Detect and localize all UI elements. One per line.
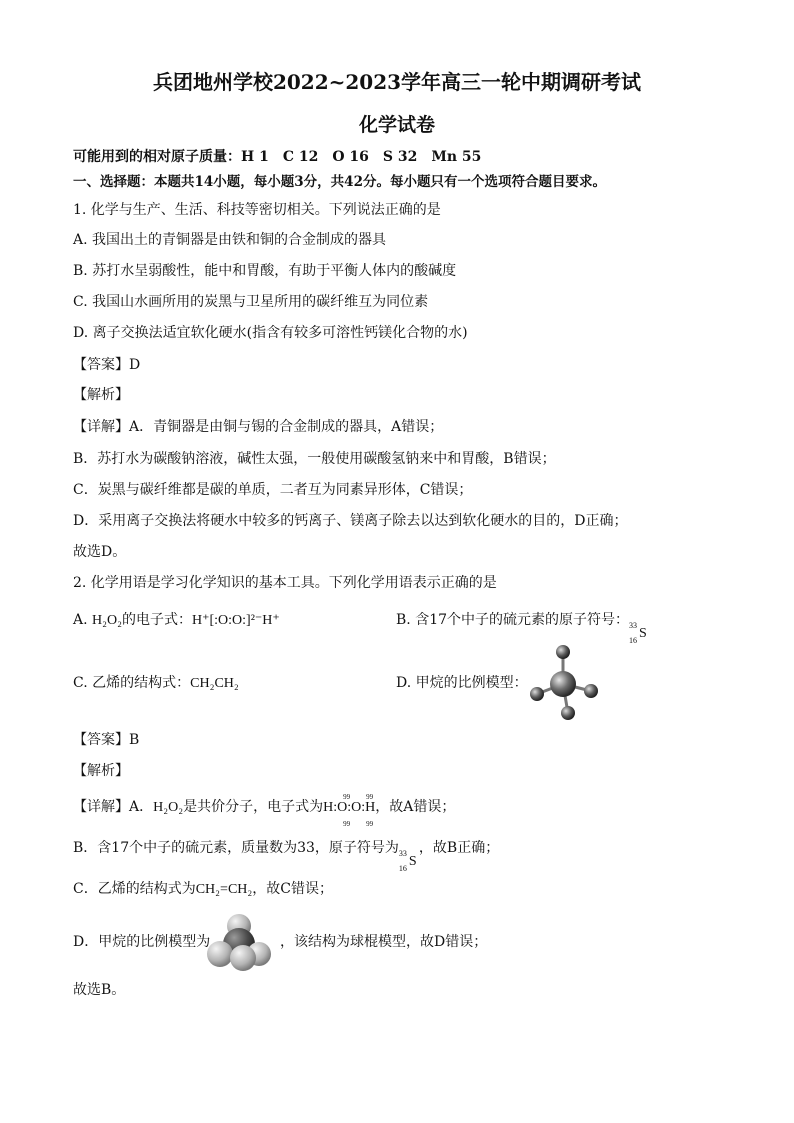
section-heading: 一、选择题：本题共14小题，每小题3分，共42分。每小题只有一个选项符合题目要求。 xyxy=(73,174,606,190)
hydrogen-atom xyxy=(530,687,544,701)
sulfur-atomic-number: 16 xyxy=(398,864,407,873)
h2o2-electron-formula-wrong: H⁺[:O:O:]²⁻H⁺ xyxy=(192,613,280,628)
sulfur-element: S xyxy=(639,626,647,641)
electron-dots-top: 99 xyxy=(366,793,374,801)
sulfur-mass-number: 33 xyxy=(398,849,407,858)
q2-stem: 2. 化学用语是学习化学知识的基本工具。下列化学用语表示正确的是 xyxy=(73,575,497,591)
h2o2-electron-text: H:O:O:H xyxy=(323,800,376,815)
hydrogen-atom xyxy=(556,645,570,659)
q1-option-c: C. 我国山水画所用的炭黑与卫星所用的碳纤维互为同位素 xyxy=(73,294,429,310)
q1-option-d: D. 离子交换法适宜软化硬水(指含有较多可溶性钙镁化合物的水) xyxy=(73,325,468,341)
exam-subtitle: 化学试卷 xyxy=(358,114,435,136)
q2-option-c xyxy=(73,673,239,694)
q2-detail-b-pre: B．含17个中子的硫元素，质量数为33，原子符号为 xyxy=(73,840,399,856)
q2-answer: 【答案】B xyxy=(73,732,140,748)
q2-detail-c-post: ，故C错误； xyxy=(252,881,333,897)
q2-detail-d-post: ，该结构为球棍模型，故D错误； xyxy=(280,934,488,950)
q1-detail-c: C．炭黑与碳纤维都是碳的单质，二者互为同素异形体，C错误； xyxy=(73,482,473,498)
methane-space-filling-model xyxy=(205,912,275,974)
h2o2-electron-formula-correct xyxy=(323,793,376,828)
exam-title: 兵团地州学校2022~2023学年高三一轮中期调研考试 xyxy=(152,70,642,94)
q2-analysis-label: 【解析】 xyxy=(73,763,129,779)
methane-ball-stick-model xyxy=(525,640,603,722)
q2-option-b xyxy=(396,610,651,645)
q2-detail-a xyxy=(73,793,456,828)
electron-dots-bottom: 99 xyxy=(366,820,374,828)
sulfur-mass-number: 33 xyxy=(629,621,638,630)
q2-option-a xyxy=(73,610,280,631)
q2-detail-c-pre: C．乙烯的结构式为 xyxy=(73,881,196,897)
q1-option-a: A. 我国出土的青铜器是由铁和铜的合金制成的器具 xyxy=(73,232,387,248)
atomic-masses: 可能用到的相对原子质量：H 1 C 12 O 16 S 32 Mn 55 xyxy=(73,149,482,165)
hydrogen-atom xyxy=(584,684,598,698)
sulfur-element: S xyxy=(408,854,417,869)
q2-option-a-prefix: A. xyxy=(73,612,88,628)
q1-stem: 1. 化学与生产、生活、科技等密切相关。下列说法正确的是 xyxy=(73,202,441,218)
hydrogen-atom xyxy=(561,706,575,720)
q2-detail-c xyxy=(73,879,333,900)
sulfur-atomic-number: 16 xyxy=(629,636,638,645)
q2-detail-a-pre: 【详解】A． xyxy=(73,799,154,815)
q1-answer: 【答案】D xyxy=(73,357,141,373)
hydrogen-atom xyxy=(207,941,233,967)
q2-detail-d-pre: D．甲烷的比例模型为 xyxy=(73,934,211,950)
hydrogen-atom xyxy=(230,945,256,971)
q2-conclusion: 故选B。 xyxy=(73,982,126,998)
q2-option-b-label: B. 含17个中子的硫元素的原子符号： xyxy=(396,612,630,628)
carbon-atom xyxy=(550,671,576,697)
q2-detail-b xyxy=(73,838,500,873)
q2-option-d: D. 甲烷的比例模型： xyxy=(396,675,528,691)
q1-detail-b: B．苏打水为碳酸钠溶液，碱性太强，一般使用碳酸氢钠来中和胃酸，B错误； xyxy=(73,451,556,467)
q2-option-a-label: 的电子式： xyxy=(122,612,192,628)
ethylene-formula-correct: CH₂=CH₂ xyxy=(195,882,253,897)
h2o2-formula: H₂O₂ xyxy=(92,613,122,628)
q2-option-c-label: C. 乙烯的结构式： xyxy=(73,675,191,691)
q2-detail-b-post: ，故B正确； xyxy=(418,840,500,856)
electron-dots-bottom: 99 xyxy=(343,820,351,828)
q2-detail-a-post: ，故A错误； xyxy=(375,799,456,815)
q1-conclusion: 故选D。 xyxy=(73,544,127,560)
electron-dots-top: 99 xyxy=(343,793,351,801)
q1-detail-d: D．采用离子交换法将硬水中较多的钙离子、镁离子除去以达到软化硬水的目的，D正确； xyxy=(73,513,628,529)
q2-detail-a-mid: 是共价分子，电子式为 xyxy=(183,799,324,815)
ethylene-formula-wrong: CH₂CH₂ xyxy=(190,676,239,691)
q1-option-b: B. 苏打水呈弱酸性，能中和胃酸，有助于平衡人体内的酸碱度 xyxy=(73,263,457,279)
q1-detail-a: 【详解】A．青铜器是由铜与锡的合金制成的器具，A错误； xyxy=(73,419,444,435)
q1-analysis-label: 【解析】 xyxy=(73,387,129,403)
h2o2-formula: H₂O₂ xyxy=(153,800,184,815)
